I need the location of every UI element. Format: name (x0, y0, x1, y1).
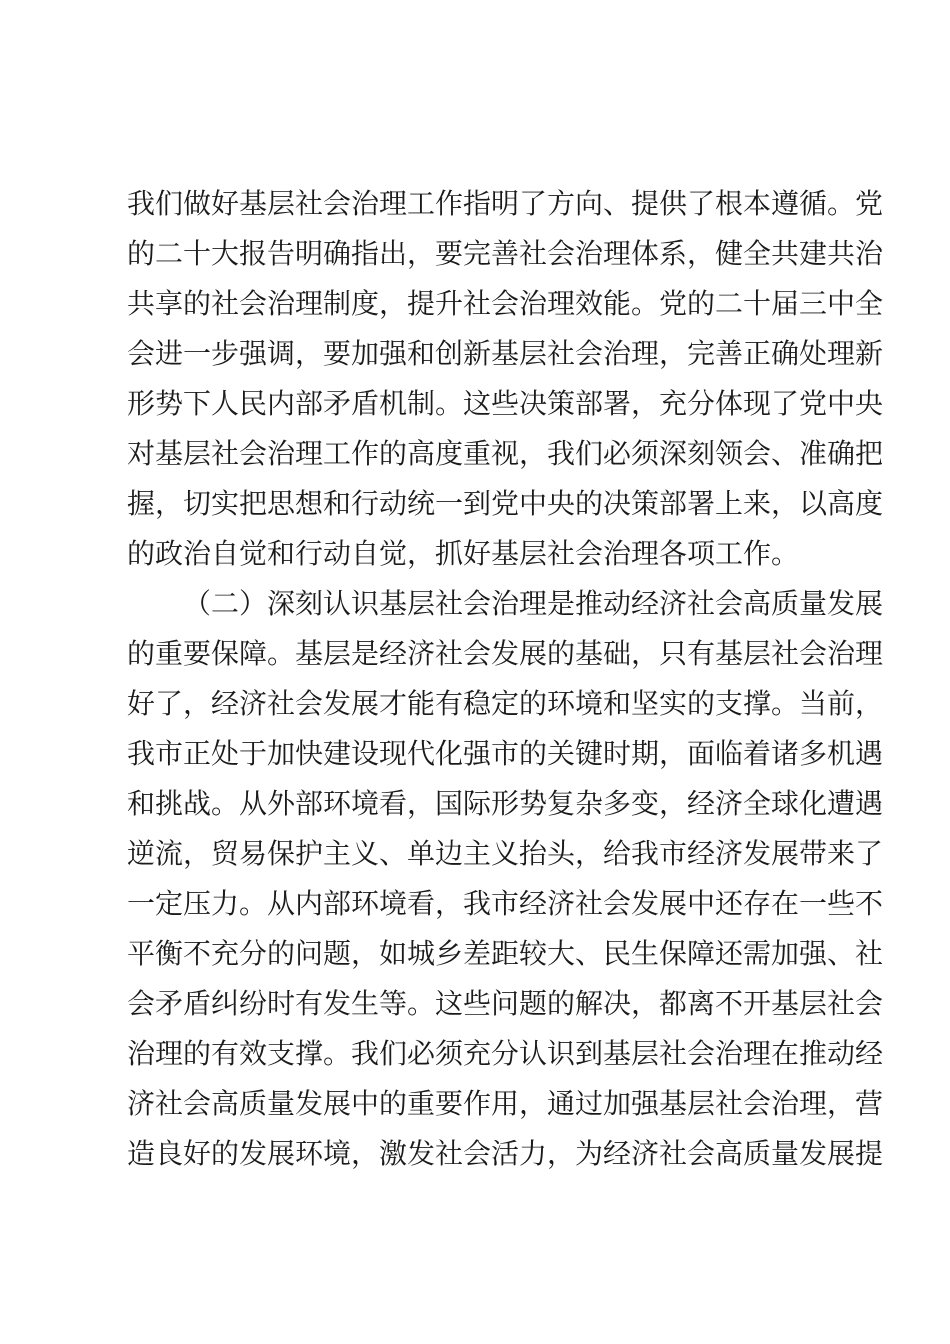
text-line: 一定压力。从内部环境看，我市经济社会发展中还存在一些不 (127, 887, 884, 920)
text-line: 会矛盾纠纷时有发生等。这些问题的解决，都离不开基层社会 (127, 987, 884, 1020)
text-line: 我市正处于加快建设现代化强市的关键时期，面临着诸多机遇 (127, 737, 884, 770)
text-line: 好了，经济社会发展才能有稳定的环境和坚实的支撑。当前， (127, 687, 884, 720)
text-line: 的二十大报告明确指出，要完善社会治理体系，健全共建共治 (127, 237, 884, 270)
text-line: （二）深刻认识基层社会治理是推动经济社会高质量发展 (183, 587, 884, 620)
text-line: 共享的社会治理制度，提升社会治理效能。党的二十届三中全 (127, 287, 884, 320)
text-line: 对基层社会治理工作的高度重视，我们必须深刻领会、准确把 (127, 437, 884, 470)
text-line: 逆流，贸易保护主义、单边主义抬头，给我市经济发展带来了 (127, 837, 884, 870)
text-line: 平衡不充分的问题，如城乡差距较大、民生保障还需加强、社 (127, 937, 884, 970)
text-line: 治理的有效支撑。我们必须充分认识到基层社会治理在推动经 (127, 1037, 884, 1070)
text-line: 造良好的发展环境，激发社会活力，为经济社会高质量发展提 (127, 1137, 884, 1170)
text-line: 的重要保障。基层是经济社会发展的基础，只有基层社会治理 (127, 637, 884, 670)
text-line: 和挑战。从外部环境看，国际形势复杂多变，经济全球化遭遇 (127, 787, 884, 820)
text-line: 会进一步强调，要加强和创新基层社会治理，完善正确处理新 (127, 337, 884, 370)
text-line: 济社会高质量发展中的重要作用，通过加强基层社会治理，营 (127, 1087, 884, 1120)
text-line: 握，切实把思想和行动统一到党中央的决策部署上来，以高度 (127, 487, 884, 520)
text-line: 我们做好基层社会治理工作指明了方向、提供了根本遵循。党 (127, 187, 884, 220)
body-text (127, 187, 884, 1188)
text-line: 的政治自觉和行动自觉，抓好基层社会治理各项工作。 (127, 537, 800, 570)
text-line: 形势下人民内部矛盾机制。这些决策部署，充分体现了党中央 (127, 387, 884, 420)
